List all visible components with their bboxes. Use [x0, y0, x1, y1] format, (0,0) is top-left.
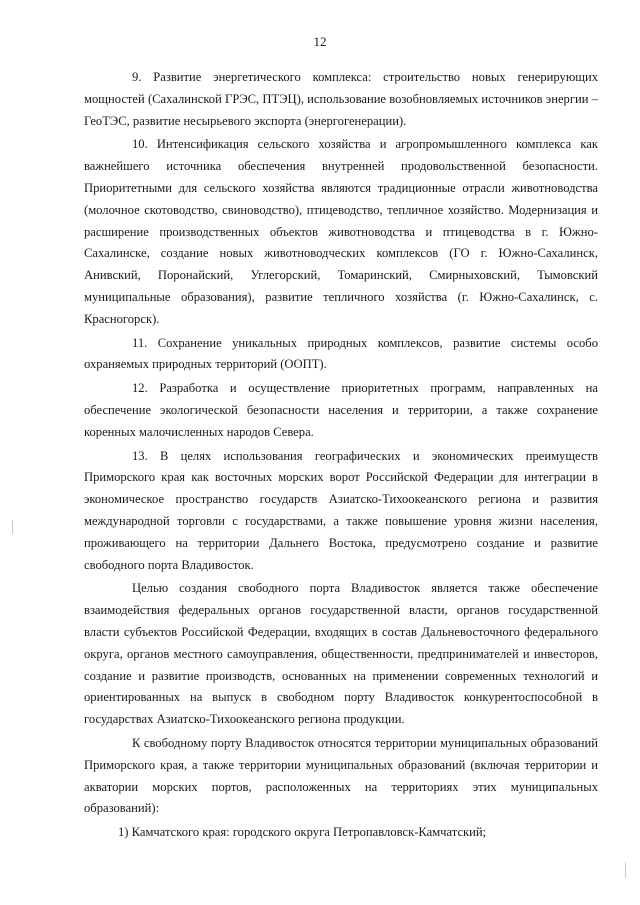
scan-artifact-mark: [625, 862, 626, 878]
list-item-kamchatka: 1) Камчатского края: городского округа Петропавловск-Камчатский;: [118, 825, 487, 840]
page-number: 12: [313, 34, 327, 49]
paragraph-item-9: 9. Развитие энергетического комплекса: строительство новых генерирующих мощностей (Сахалинской ГРЭС, ПТЭЦ), использование возобновляемых источников энергии – ГеоТЭС, развитие несырьевого экспорта (энергогенерации).: [84, 70, 598, 128]
paragraph-free-port-territories: К свободному порту Владивосток относятся территории муниципальных образований Приморского края, а также территории муниципальных образований (включая территории и акватории морских портов, расположенных на территориях этих муниципальных образований):: [84, 735, 598, 816]
document-body: [84, 67, 598, 846]
paragraph-item-10: 10. Интенсификация сельского хозяйства и агропромышленного комплекса как важнейшего источника обеспечения внутренней продовольственной безопасности. Приоритетными для сельского хозяйства являются традиционные отрасли животноводства (молочное скотоводство, свиноводство), птицеводство, тепличное хозяйство. Модернизация и расширение производственных объектов животноводства и птицеводства в г. Южно-Сахалинске, создание новых животноводческих комплексов (ГО г. Южно-Сахалинск, Анивский, Поронайский, Углегорский, Томаринский, Смирныховский, Тымовский муниципальные образования), развитие тепличного хозяйства (г. Южно-Сахалинск, с. Красногорск).: [84, 137, 598, 326]
paragraph-item-13: 13. В целях использования географических и экономических преимуществ Приморского края как восточных морских ворот Российской Федерации для интеграции в экономическое пространство государств Азиатско-Тихоокеанского региона и развития международной торговли с государствами, а также повышение уровня жизни населения, проживающего на территории Дальнего Востока, предусмотрено создание и развитие свободного порта Владивосток.: [84, 448, 598, 572]
paragraph-free-port-purpose: Целью создания свободного порта Владивосток является также обеспечение взаимодействия федеральных органов государственной власти, органов государственной власти субъектов Российской Федерации, входящих в состав Дальневосточного федерального округа, органов местного самоуправления, общественности, предпринимателей и инвесторов, создание и развитие производств, основанных на применении современных технологий и ориентированных на выпуск в свободном порту Владивосток конкурентоспособной в государствах Азиатско-Тихоокеанского региона продукции.: [84, 581, 598, 727]
scan-artifact-mark: [12, 520, 13, 534]
paragraph-item-12: 12. Разработка и осуществление приоритетных программ, направленных на обеспечение экологической безопасности населения и территории, а также сохранение коренных малочисленных народов Севера.: [84, 381, 598, 439]
paragraph-item-11: 11. Сохранение уникальных природных комплексов, развитие системы особо охраняемых природных территорий (ООПТ).: [84, 335, 598, 372]
